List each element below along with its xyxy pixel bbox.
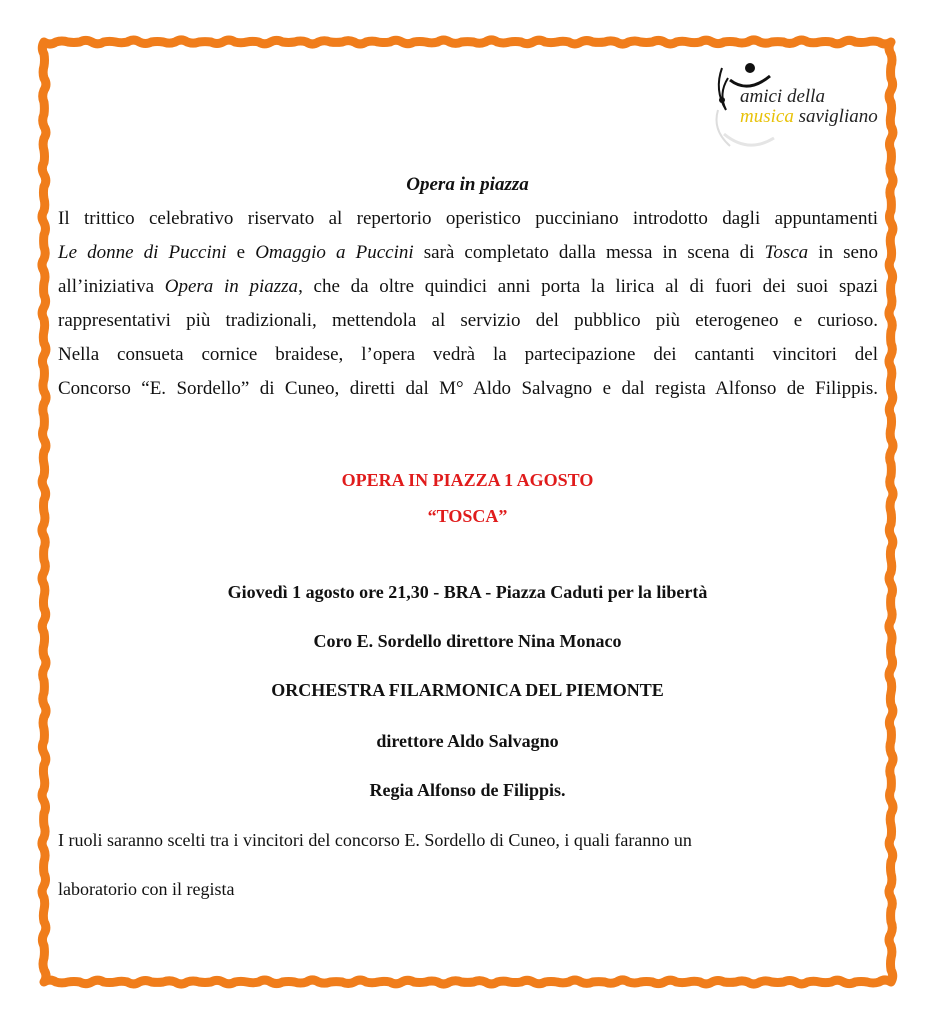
- text-run: Il trittico celebrativo riservato al repertorio operistico pucciniano introdotto dagli appuntamenti: [58, 208, 878, 229]
- text-run: all’iniziativa: [58, 276, 165, 297]
- italic-title: Opera in piazza: [164, 276, 299, 297]
- text-run: rappresentativi più tradizionali, mettendola al servizio del pubblico più eterogeneo e curioso.: [58, 310, 878, 331]
- text-run: , che da oltre quindici anni porta la lirica al di fuori dei suoi spazi: [298, 276, 878, 297]
- section-title: Opera in piazza: [406, 174, 529, 195]
- event-choir: Coro E. Sordello direttore Nina Monaco: [313, 631, 622, 651]
- event-headline: OPERA IN PIAZZA 1 AGOSTO: [341, 470, 594, 490]
- text-run: Concorso “E. Sordello” di Cuneo, diretti dal M° Aldo Salvagno e dal regista Alfonso de Filippis.: [58, 378, 878, 399]
- italic-title: Omaggio a Puccini: [255, 242, 414, 263]
- text-run: sarà completato dalla messa in scena di: [413, 242, 765, 263]
- paragraph-line: [58, 202, 878, 236]
- footer-line-2: laboratorio con il regista: [58, 879, 235, 899]
- paragraph-line: [58, 236, 878, 270]
- event-orchestra: ORCHESTRA FILARMONICA DEL PIEMONTE: [271, 680, 664, 700]
- text-run: e: [226, 242, 256, 263]
- logo-place: savigliano: [793, 106, 878, 127]
- event-date-location: Giovedì 1 agosto ore 21,30 - BRA - Piazza Caduti per la libertà: [227, 582, 708, 602]
- paragraph-line: [58, 304, 878, 338]
- paragraph-line: [58, 338, 878, 372]
- italic-title: Le donne di Puccini: [58, 242, 227, 263]
- italic-title: Tosca: [764, 242, 809, 263]
- event-opera-title: “TOSCA”: [427, 506, 508, 526]
- logo-highlight: musica: [740, 106, 794, 127]
- footer-line-1: I ruoli saranno scelti tra i vincitori del concorso E. Sordello di Cuneo, i quali faranno un: [58, 830, 692, 850]
- logo-text-top: amici della: [740, 86, 825, 107]
- event-direction: Regia Alfonso de Filippis.: [369, 780, 566, 800]
- paragraph-line: [58, 372, 878, 406]
- paragraph-line: [58, 270, 878, 304]
- text-run: Nella consueta cornice braidese, l’opera vedrà la partecipazione dei cantanti vincitori del: [58, 344, 878, 365]
- text-run: in seno: [808, 242, 878, 263]
- article-paragraph: [58, 202, 878, 406]
- logo-text-bottom: [740, 106, 878, 128]
- event-conductor: direttore Aldo Salvagno: [376, 731, 559, 751]
